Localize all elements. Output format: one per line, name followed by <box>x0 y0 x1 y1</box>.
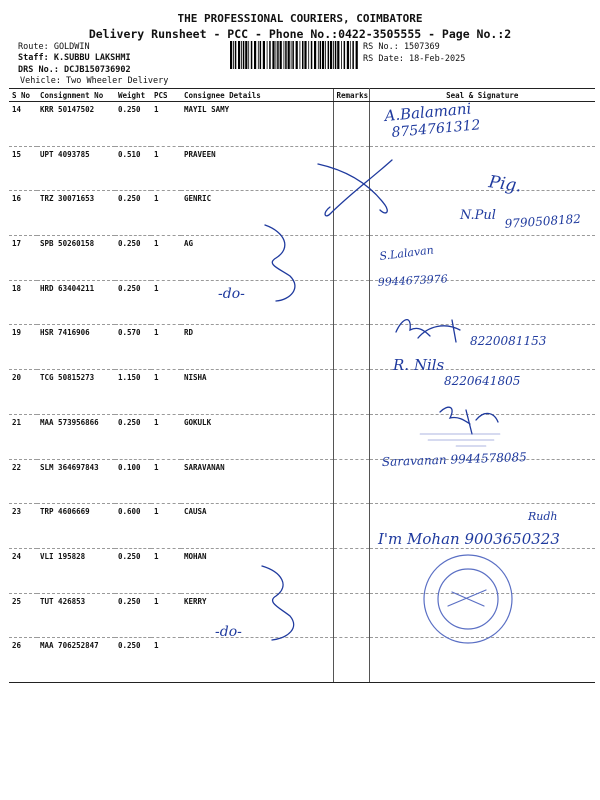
table-row <box>9 414 595 459</box>
cell-pcs: 1 <box>151 280 181 325</box>
barcode-bar <box>280 41 282 69</box>
signature-row20-name: R. Nils <box>393 356 445 374</box>
cell-remarks <box>333 102 369 147</box>
barcode-bar <box>291 41 292 69</box>
cell-pcs: 1 <box>151 593 181 638</box>
cell-remarks <box>333 236 369 281</box>
signature-row19-phone: 8220081153 <box>470 334 547 348</box>
cell-pcs: 1 <box>151 638 181 683</box>
cell-sno: 26 <box>9 638 37 683</box>
cell-seal-signature <box>369 504 595 549</box>
cell-seal-signature <box>369 146 595 191</box>
cell-sno: 22 <box>9 459 37 504</box>
cell-seal-signature <box>369 191 595 236</box>
cell-weight: 0.250 <box>115 548 151 593</box>
barcode-bar <box>302 41 304 69</box>
cell-seal-signature <box>369 459 595 504</box>
cell-consignee: PRAVEEN <box>181 146 333 191</box>
cell-consignee: GOKULK <box>181 414 333 459</box>
cell-consignment: UPT 4093785 <box>37 146 115 191</box>
cell-consignment: KRR 50147502 <box>37 102 115 147</box>
barcode-bar <box>335 41 337 69</box>
barcode-bar <box>238 41 240 69</box>
cell-sno: 17 <box>9 236 37 281</box>
cell-weight: 0.510 <box>115 146 151 191</box>
cell-remarks <box>333 548 369 593</box>
cell-sno: 25 <box>9 593 37 638</box>
barcode-bar <box>292 41 294 69</box>
barcode-bar <box>243 41 245 69</box>
cell-weight: 0.570 <box>115 325 151 370</box>
drs-line: DRS No.: DCJB150736902 <box>18 65 131 75</box>
barcode-bar <box>260 41 262 69</box>
barcode-bar <box>277 41 279 69</box>
cell-seal-signature <box>369 280 595 325</box>
cell-consignee: MOHAN <box>181 548 333 593</box>
cell-seal-signature <box>369 638 595 683</box>
cell-remarks <box>333 370 369 415</box>
col-consignee: Consignee Details <box>181 89 333 102</box>
cell-consignee: CAUSA <box>181 504 333 549</box>
barcode-bar <box>337 41 339 69</box>
barcode-bar <box>254 41 256 69</box>
barcode-bar <box>267 41 268 69</box>
col-weight: Weight <box>115 89 151 102</box>
cell-consignment: TCG 50815273 <box>37 370 115 415</box>
barcode-bar <box>233 41 234 69</box>
barcode-bar <box>341 41 342 69</box>
cell-weight: 0.250 <box>115 638 151 683</box>
ditto-row18: -do- <box>218 286 245 302</box>
cell-weight: 0.250 <box>115 280 151 325</box>
barcode-bar <box>333 41 334 69</box>
barcode-bar <box>322 41 324 69</box>
cell-weight: 0.600 <box>115 504 151 549</box>
barcode-bar <box>356 41 358 69</box>
signature-row14-name: A.Balamani <box>383 99 472 125</box>
cell-consignee: RD <box>181 325 333 370</box>
cell-remarks <box>333 504 369 549</box>
table-row <box>9 638 595 683</box>
barcode-bar <box>350 41 351 69</box>
signature-row22: Saravanan 9944578085 <box>381 449 528 469</box>
table-header-row <box>9 89 595 102</box>
col-consignment: Consignment No <box>37 89 115 102</box>
barcode-bar <box>352 41 354 69</box>
cell-weight: 1.150 <box>115 370 151 415</box>
barcode-bar <box>241 41 242 69</box>
signature-row24-b: I'm Mohan 9003650323 <box>378 530 560 548</box>
barcode-bar <box>318 41 319 69</box>
cell-weight: 0.250 <box>115 236 151 281</box>
cell-pcs: 1 <box>151 191 181 236</box>
table-row <box>9 146 595 191</box>
cell-seal-signature <box>369 593 595 638</box>
cell-consignee: KERRY <box>181 593 333 638</box>
signature-row17-phone: 9944673976 <box>377 272 449 289</box>
cell-sno: 24 <box>9 548 37 593</box>
cell-pcs: 1 <box>151 236 181 281</box>
barcode-bar <box>328 41 330 69</box>
signature-row20-phone: 8220641805 <box>444 374 521 388</box>
barcode-bar <box>230 41 232 69</box>
barcode-bar <box>314 41 316 69</box>
cell-remarks <box>333 280 369 325</box>
cell-consignee <box>181 280 333 325</box>
table-row <box>9 280 595 325</box>
barcode-bar <box>308 41 309 69</box>
table-row <box>9 593 595 638</box>
cell-pcs: 1 <box>151 414 181 459</box>
barcode-bar <box>245 41 247 69</box>
cell-consignment: SLM 364697843 <box>37 459 115 504</box>
cell-remarks <box>333 414 369 459</box>
vehicle-line: Vehicle: Two Wheeler Delivery <box>20 76 169 86</box>
barcode-bar <box>344 41 346 69</box>
cell-pcs: 1 <box>151 459 181 504</box>
table-row <box>9 102 595 147</box>
cell-seal-signature <box>369 370 595 415</box>
cell-pcs: 1 <box>151 548 181 593</box>
cell-remarks <box>333 146 369 191</box>
barcode-bar <box>300 41 301 69</box>
cell-seal-signature <box>369 236 595 281</box>
cell-remarks <box>333 191 369 236</box>
cell-remarks <box>333 325 369 370</box>
barcode-bar <box>296 41 298 69</box>
barcode-bar <box>347 41 349 69</box>
cell-sno: 20 <box>9 370 37 415</box>
barcode-bar <box>304 41 306 69</box>
col-remarks: Remarks <box>333 89 369 102</box>
col-pcs: PCS <box>151 89 181 102</box>
cell-consignment: TUT 426853 <box>37 593 115 638</box>
barcode-bar <box>288 41 290 69</box>
cell-pcs: 1 <box>151 325 181 370</box>
cell-consignment: MAA 573956866 <box>37 414 115 459</box>
table-row <box>9 191 595 236</box>
barcode-bar <box>235 41 237 69</box>
cell-sno: 19 <box>9 325 37 370</box>
cell-seal-signature <box>369 548 595 593</box>
signature-row24-a: Rudh <box>528 510 558 523</box>
cell-sno: 21 <box>9 414 37 459</box>
cell-sno: 14 <box>9 102 37 147</box>
staff-line: Staff: K.SUBBU LAKSHMI <box>18 53 131 63</box>
barcode-bar <box>258 41 259 69</box>
col-seal-signature: Seal & Signature <box>369 89 595 102</box>
runsheet-subtitle: Delivery Runsheet - PCC - Phone No.:0422-3505555 - Page No.:2 <box>88 27 512 41</box>
cell-consignment: TRZ 30071653 <box>37 191 115 236</box>
cell-consignee: MAYIL SAMY <box>181 102 333 147</box>
col-sno: S No <box>9 89 37 102</box>
cell-sno: 18 <box>9 280 37 325</box>
cell-pcs: 1 <box>151 370 181 415</box>
barcode-bar <box>285 41 287 69</box>
cell-consignment: TRP 4606669 <box>37 504 115 549</box>
cell-consignee <box>181 638 333 683</box>
cell-consignee: GENRIC <box>181 191 333 236</box>
cell-pcs: 1 <box>151 146 181 191</box>
company-name: THE PROFESSIONAL COURIERS, COIMBATORE <box>177 12 423 25</box>
barcode-bar <box>276 41 277 69</box>
rs-date: RS Date: 18-Feb-2025 <box>363 54 466 64</box>
table-row <box>9 504 595 549</box>
cell-weight: 0.250 <box>115 414 151 459</box>
barcode-bar <box>269 41 271 69</box>
table-row <box>9 548 595 593</box>
cell-pcs: 1 <box>151 504 181 549</box>
cell-seal-signature <box>369 102 595 147</box>
barcode-bar <box>320 41 322 69</box>
barcode-bar <box>248 41 249 69</box>
barcode-bar <box>284 41 285 69</box>
cell-remarks <box>333 593 369 638</box>
cell-weight: 0.250 <box>115 102 151 147</box>
cell-remarks <box>333 459 369 504</box>
table-row <box>9 236 595 281</box>
runsheet-table <box>9 88 595 683</box>
table-row <box>9 325 595 370</box>
cell-weight: 0.100 <box>115 459 151 504</box>
barcode-bar <box>272 41 274 69</box>
barcode-bar <box>311 41 313 69</box>
table-row <box>9 459 595 504</box>
cell-sno: 15 <box>9 146 37 191</box>
signature-row16-a: Pig. <box>487 172 523 197</box>
cell-consignment: VLI 195828 <box>37 548 115 593</box>
cell-pcs: 1 <box>151 102 181 147</box>
cell-sno: 16 <box>9 191 37 236</box>
cell-seal-signature <box>369 325 595 370</box>
cell-consignee: AG <box>181 236 333 281</box>
cell-remarks <box>333 638 369 683</box>
cell-consignee: SARAVANAN <box>181 459 333 504</box>
barcode-bar <box>251 41 253 69</box>
signature-row17-name: S.Lalavan <box>378 243 435 263</box>
signature-row16-phone: 9790508182 <box>504 211 582 231</box>
cell-weight: 0.250 <box>115 593 151 638</box>
rs-number: RS No.: 1507369 <box>363 42 440 52</box>
cell-sno: 23 <box>9 504 37 549</box>
table-row <box>9 370 595 415</box>
barcode-bar <box>325 41 326 69</box>
ditto-row26: -do- <box>215 624 242 640</box>
cell-consignment: HSR 7416906 <box>37 325 115 370</box>
cell-consignment: HRD 63404211 <box>37 280 115 325</box>
cell-consignment: MAA 706252847 <box>37 638 115 683</box>
signature-row16-b: N.Pul <box>460 208 496 223</box>
cell-weight: 0.250 <box>115 191 151 236</box>
cell-consignment: SPB 50260158 <box>37 236 115 281</box>
route-line: Route: GOLDWIN <box>18 42 90 52</box>
barcode-icon <box>230 41 358 69</box>
cell-seal-signature <box>369 414 595 459</box>
signature-row14-phone: 8754761312 <box>390 117 482 141</box>
barcode-bar <box>330 41 332 69</box>
barcode-bar <box>263 41 265 69</box>
cell-consignee: NISHA <box>181 370 333 415</box>
